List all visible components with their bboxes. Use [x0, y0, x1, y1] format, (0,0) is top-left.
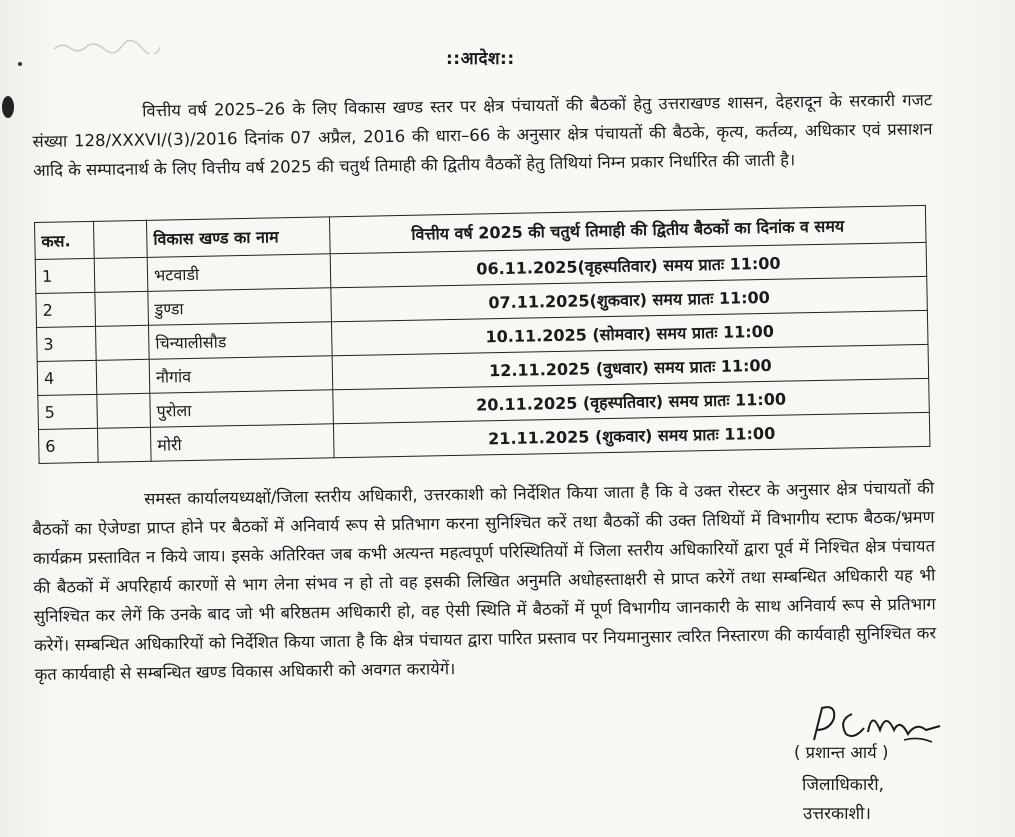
order-heading: ::आदेश:: [446, 49, 515, 69]
row-blank [96, 325, 150, 360]
row-block-name: डुण्डा [148, 288, 332, 326]
intro-paragraph [32, 85, 933, 185]
row-serial: 2 [36, 292, 96, 327]
row-serial: 1 [35, 258, 95, 293]
signatory-designation: जिलाधिकारी, [802, 775, 885, 795]
row-serial: 6 [38, 428, 98, 463]
signatory-name: ( प्रशान्त आर्य ) [794, 743, 889, 762]
row-block-name: चिन्यालीसौड [149, 322, 333, 360]
row-serial: 5 [38, 394, 98, 429]
header-block-name: विकास खण्ड का नाम [146, 217, 330, 258]
row-serial: 3 [37, 326, 97, 361]
directive-text: समस्त कार्यालयध्यक्षों/जिला स्तरीय अधिकारी, उत्तरकाशी को निर्देशित किया जाता है कि वे उक्त रोस्टर के अनुसार क्षेत्र पंचायतों की बैठकों का ऐजेण्डा प्राप्त होने पर बैठकों में अनिवार्य रूप से प्रतिभाग करना सुनिश्चित करें तथा बैठकों की उक्त तिथियों में विभागीय स्टाफ बैठक/भ्रमण कार्यक्रम प्रस्तावित न किये जाय। इसके अतिरिक्त जब कभी अत्यन्त महत्वपूर्ण परिस्थितियों में जिला स्तरीय अधिकारियों द्वारा पूर्व में निश्चित क्षेत्र पंचायत की बैठकों में अपरिहार्य कारणों से भाग लेना संभव न हो तो वह इसकी लिखित अनुमति अधोहस्ताक्षरी से प्राप्त करेगें तथा सम्बन्धित अधिकारी यह भी सुनिश्चित कर लेगें कि उनके बाद जो भी बरिष्ठतम अधिकारी हो, वह ऐसी स्थिति में बैठकों में पूर्ण विभागीय जानकारी के साथ अनिवार्य रूप से प्रतिभाग करेगें। सम्बन्धित अधिकारियों को निर्देशित किया जाता है कि क्षेत्र पंचायत द्वारा पारित प्रस्ताव पर नियमानुसार त्वरित निस्तारण की कार्यवाही सुनिश्चित कर कृत कार्यवाही से सम्बन्धित खण्ड विकास अधिकारी को अवगत करायेगें। [32, 478, 937, 684]
row-block-name: भटवाडी [147, 254, 331, 292]
row-serial: 4 [37, 360, 97, 395]
row-blank [94, 257, 148, 292]
row-blank [97, 427, 151, 462]
row-date-time: 10.11.2025 (सोमवार) समय प्रातः 11:00 [331, 310, 928, 355]
row-block-name: नौगांव [149, 356, 333, 394]
row-date-time: 21.11.2025 (शुकवार) समय प्रातः 11:00 [333, 412, 930, 457]
row-date-time: 20.11.2025 (वृहस्पतिवार) समय प्रातः 11:00 [333, 378, 930, 423]
ink-dot [18, 62, 22, 66]
schedule-table-wrapper [34, 205, 930, 464]
row-date-time: 07.11.2025(शुकवार) समय प्रातः 11:00 [331, 276, 928, 321]
row-block-name: मोरी [150, 424, 334, 462]
punch-hole-mark [2, 96, 14, 118]
row-blank [97, 393, 151, 428]
header-date-time: वित्तीय वर्ष 2025 की चतुर्थ तिमाही की द्वितीय बैठकों का दिनांक व समय [329, 205, 926, 253]
header-serial: कस. [35, 221, 95, 259]
signatory-place: उत्तरकाशी। [803, 804, 871, 824]
row-date-time: 12.11.2025 (वुधवार) समय प्रातः 11:00 [332, 344, 929, 389]
row-blank [95, 291, 149, 326]
directive-paragraph [32, 473, 937, 689]
faint-stamp-mark [52, 40, 162, 54]
row-blank [96, 359, 150, 394]
intro-text: वित्तीय वर्ष 2025–26 के लिए विकास खण्ड स्तर पर क्षेत्र पंचायतों की बैठकों हेतु उत्तराखण्ड शासन, देहरादून के सरकारी गजट संख्या 128/XXXVI/(3)/2016 दिनांक 07 अप्रैल, 2016 की धारा–66 के अनुसार क्षेत्र पंचायतों की बैठके, कृत्य, कर्तव्य, अधिकार एवं प्रसाशन आदि के सम्पादनार्थ के लिए वित्तीय वर्ष 2025 की चतुर्थ तिमाही की द्वितीय वैठकों हेतु तिथियां निम्न प्रकार निर्धारित की जाती है। [32, 90, 933, 180]
header-blank [93, 220, 147, 258]
meeting-schedule-table [34, 205, 930, 464]
row-date-time: 06.11.2025(वृहस्पतिवार) समय प्रातः 11:00 [330, 242, 927, 287]
row-block-name: पुरोला [150, 390, 334, 428]
